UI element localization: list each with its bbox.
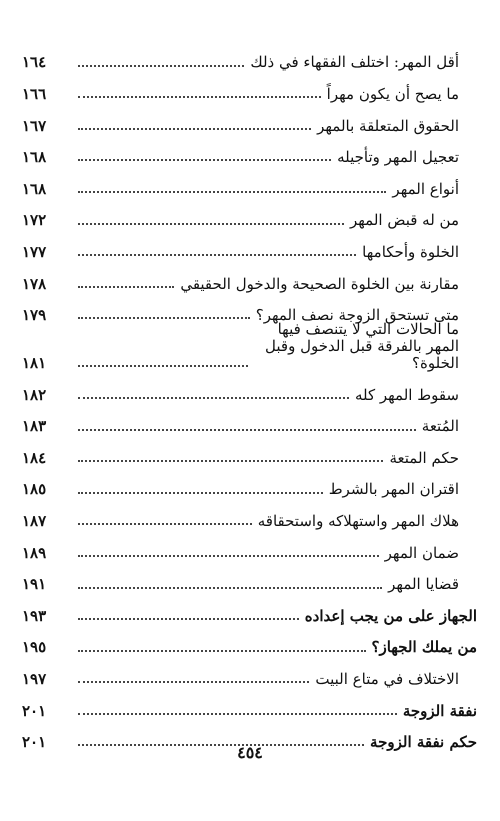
dot-leader: [78, 460, 383, 462]
dot-leader: [78, 128, 311, 130]
toc-entry: [22, 45, 477, 77]
toc-entry-page: ١٦٧: [22, 116, 47, 135]
toc-entry-title: اقتران المهر بالشرط: [328, 480, 459, 499]
toc-entry: [22, 319, 477, 377]
dot-leader: [78, 555, 379, 557]
dot-leader: [78, 191, 386, 193]
toc-entry-page: ١٦٦: [22, 84, 47, 103]
dot-leader: [78, 96, 321, 98]
dot-leader: [78, 587, 382, 589]
toc-entry: [22, 377, 477, 409]
dot-leader: [78, 618, 299, 620]
toc-entry-title: ما الحالات التي لا يتنصف فيها المهر بالفرقة قبل الدخول وقبل الخلوة؟: [265, 319, 459, 373]
toc-entry-page: ١٨١: [22, 354, 47, 373]
toc-entry: [22, 693, 477, 725]
toc-section-title: نفقة الزوجة: [402, 701, 477, 720]
toc-entry-title: أنواع المهر: [392, 179, 459, 198]
toc-entry-title: قضايا المهر: [388, 575, 459, 594]
toc-entry-title: المُتعة: [421, 417, 459, 436]
toc-entry: [22, 108, 477, 140]
toc-section-title: حكم نفقة الزوجة: [370, 733, 477, 752]
toc-section-title: من يملك الجهاز؟: [371, 638, 477, 657]
toc-entry-title: الحقوق المتعلقة بالمهر: [317, 116, 459, 135]
toc-list: [22, 45, 477, 756]
dot-leader: [78, 159, 331, 161]
toc-entry-page: ١٨٧: [22, 512, 47, 531]
dot-leader: [78, 254, 356, 256]
toc-entry-page: ١٨٩: [22, 543, 47, 562]
toc-entry-page: ٢٠١: [22, 701, 47, 720]
toc-entry-title: الاختلاف في متاع البيت: [315, 670, 459, 689]
toc-entry-title: أقل المهر: اختلف الفقهاء في ذلك: [250, 53, 459, 72]
toc-entry-page: ١٩٣: [22, 606, 47, 625]
toc-entry-page: ٢٠١: [22, 733, 47, 752]
page-number: ٤٥٤: [237, 743, 263, 762]
dot-leader: [78, 713, 397, 715]
dot-leader: [78, 650, 366, 652]
toc-entry: [22, 409, 477, 441]
toc-entry-page: ١٨٣: [22, 417, 47, 436]
toc-entry-title: تعجيل المهر وتأجيله: [337, 148, 459, 167]
toc-entry-page: ١٩١: [22, 575, 47, 594]
toc-entry: [22, 235, 477, 267]
toc-entry: [22, 472, 477, 504]
dot-leader: [78, 317, 250, 319]
toc-entry-page: ١٨٤: [22, 448, 47, 467]
toc-entry-page: ١٧٩: [22, 306, 47, 325]
toc-entry-title: ما يصح أن يكون مهراً: [326, 84, 459, 103]
toc-entry-title: ضمان المهر: [384, 543, 459, 562]
toc-entry: [22, 630, 477, 662]
toc-entry: [22, 203, 477, 235]
toc-entry-title: سقوط المهر كله: [354, 385, 459, 404]
dot-leader: [78, 681, 309, 683]
toc-entry-page: ١٨٢: [22, 385, 47, 404]
dot-leader: [78, 365, 248, 367]
toc-entry: [22, 266, 477, 298]
toc-entry-page: ١٦٨: [22, 179, 47, 198]
toc-entry-title: مقارنة بين الخلوة الصحيحة والدخول الحقيقي: [180, 274, 459, 293]
toc-entry-page: ١٦٨: [22, 148, 47, 167]
toc-entry-page: ١٩٥: [22, 638, 47, 657]
toc-entry-page: ١٧٢: [22, 211, 47, 230]
toc-entry: [22, 77, 477, 109]
toc-entry-title: هلاك المهر واستهلاكه واستحقاقه: [257, 512, 459, 531]
toc-entry: [22, 599, 477, 631]
toc-entry: [22, 504, 477, 536]
toc-entry: [22, 535, 477, 567]
dot-leader: [78, 65, 244, 67]
toc-entry-page: ١٧٧: [22, 242, 47, 261]
toc-entry: [22, 567, 477, 599]
toc-entry: [22, 441, 477, 473]
toc-entry: [22, 140, 477, 172]
toc-entry-page: ١٧٨: [22, 274, 47, 293]
toc-entry-page: ١٩٧: [22, 670, 47, 689]
dot-leader: [78, 397, 349, 399]
dot-leader: [78, 223, 344, 225]
dot-leader: [78, 523, 252, 525]
toc-entry-page: ١٦٤: [22, 53, 47, 72]
dot-leader: [78, 492, 323, 494]
toc-entry-title: من له قبض المهر: [349, 211, 459, 230]
toc-entry-title: متى تستحق الزوجة نصف المهر؟: [255, 306, 459, 325]
toc-entry: [22, 171, 477, 203]
dot-leader: [78, 429, 416, 431]
toc-entry-page: ١٨٥: [22, 480, 47, 499]
toc-section-title: الجهاز على من يجب إعداده: [304, 606, 477, 625]
toc-entry: [22, 662, 477, 694]
toc-entry-title: حكم المتعة: [389, 448, 459, 467]
toc-entry-title: الخلوة وأحكامها: [362, 242, 459, 261]
dot-leader: [78, 286, 174, 288]
